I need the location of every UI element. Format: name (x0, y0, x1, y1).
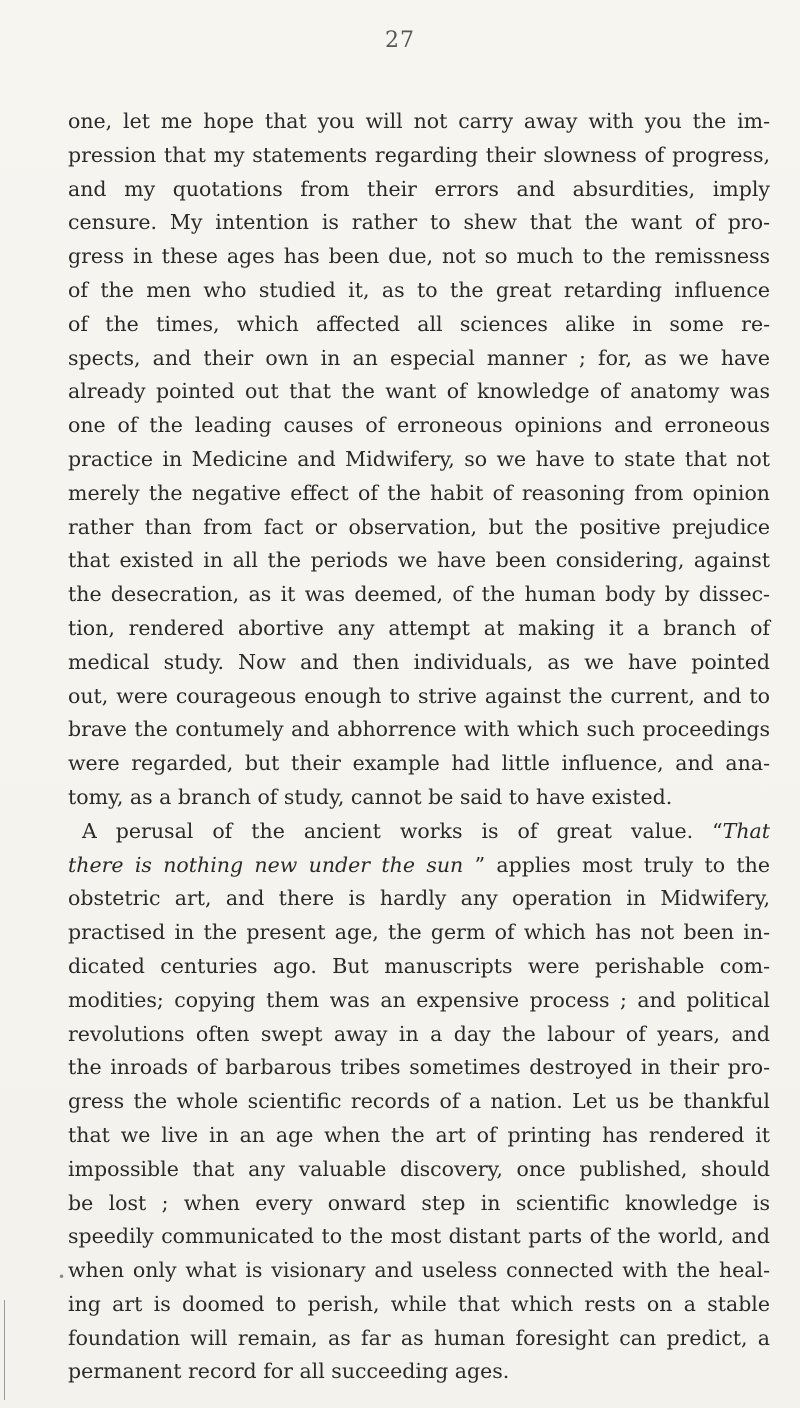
text-line: foundation will remain, as far as human foresight can predict, a (68, 1325, 770, 1350)
text-line: brave the contumely and abhorrence with which such proceedings (68, 717, 770, 742)
text-line: censure. My intention is rather to shew that the want of pro- (68, 210, 770, 235)
text-line: when only what is visionary and useless connected with the heal- (68, 1258, 770, 1283)
paragraph-2-first-line (68, 815, 770, 849)
italic-text: there is nothing new under the sun (68, 852, 464, 877)
text-line: the inroads of barbarous tribes sometimes destroyed in their pro- (68, 1055, 770, 1080)
text-line: already pointed out that the want of knowledge of anatomy was (68, 379, 770, 404)
text-line: one, let me hope that you will not carry away with you the im- (68, 109, 770, 133)
text-line: rather than from fact or observation, but the positive prejudice (68, 514, 770, 539)
text-line: out, were courageous enough to strive against the current, and to (68, 683, 770, 708)
text-line: that existed in all the periods we have been considering, against (68, 548, 770, 573)
text-line: and my quotations from their errors and absurdities, imply (68, 176, 770, 201)
text-line: pression that my statements regarding their slowness of progress, (68, 142, 770, 167)
text-line: permanent record for all succeeding ages. (68, 1359, 510, 1384)
text-segment: A perusal of the ancient works is of great value. “ (82, 818, 723, 843)
text-line: impossible that any valuable discovery, once published, should (68, 1156, 770, 1181)
text-line: practice in Medicine and Midwifery, so we have to state that not (68, 446, 770, 471)
page-edge-mark (4, 1300, 5, 1400)
text-line: were regarded, but their example had little influence, and ana- (68, 751, 770, 776)
text-line: that we live in an age when the art of printing has rendered it (68, 1122, 770, 1147)
text-line: the desecration, as it was deemed, of the human body by dissec- (68, 582, 770, 607)
text-line: modities; copying them was an expensive process ; and political (68, 987, 770, 1012)
text-segment: ” applies most truly to the (474, 852, 770, 877)
text-line: practised in the present age, the germ of which has not been in- (68, 920, 770, 945)
text-line: ing art is doomed to perish, while that which rests on a stable (68, 1291, 770, 1316)
margin-speck: • (58, 1270, 66, 1284)
text-line: gress in these ages has been due, not so much to the remissness (68, 244, 770, 269)
text-line: gress the whole scientific records of a nation. Let us be thankful (68, 1089, 770, 1114)
text-line: one of the leading causes of erroneous opinions and erroneous (68, 413, 770, 438)
text-line: of the times, which affected all sciences alike in some re- (68, 311, 770, 336)
text-line: dicated centuries ago. But manuscripts were perishable com- (68, 953, 770, 978)
italic-text: That (722, 818, 770, 843)
text-line: revolutions often swept away in a day the labour of years, and (68, 1021, 770, 1046)
text-line: merely the negative effect of the habit of reasoning from opinion (68, 480, 770, 505)
text-line: obstetric art, and there is hardly any operation in Midwifery, (68, 886, 770, 911)
text-line: spects, and their own in an especial manner ; for, as we have (68, 345, 770, 370)
text-line: of the men who studied it, as to the great retarding influence (68, 277, 770, 302)
text-line: tomy, as a branch of study, cannot be said to have existed. (68, 784, 673, 809)
text-line (68, 849, 770, 883)
text-line: tion, rendered abortive any attempt at making it a branch of (68, 615, 770, 640)
text-line: medical study. Now and then individuals, as we have pointed (68, 649, 770, 674)
text-line: be lost ; when every onward step in scientific knowledge is (68, 1190, 770, 1215)
page-number: 27 (385, 28, 415, 53)
text-line: speedily communicated to the most distant parts of the world, and (68, 1224, 770, 1249)
body-text (68, 105, 770, 1389)
